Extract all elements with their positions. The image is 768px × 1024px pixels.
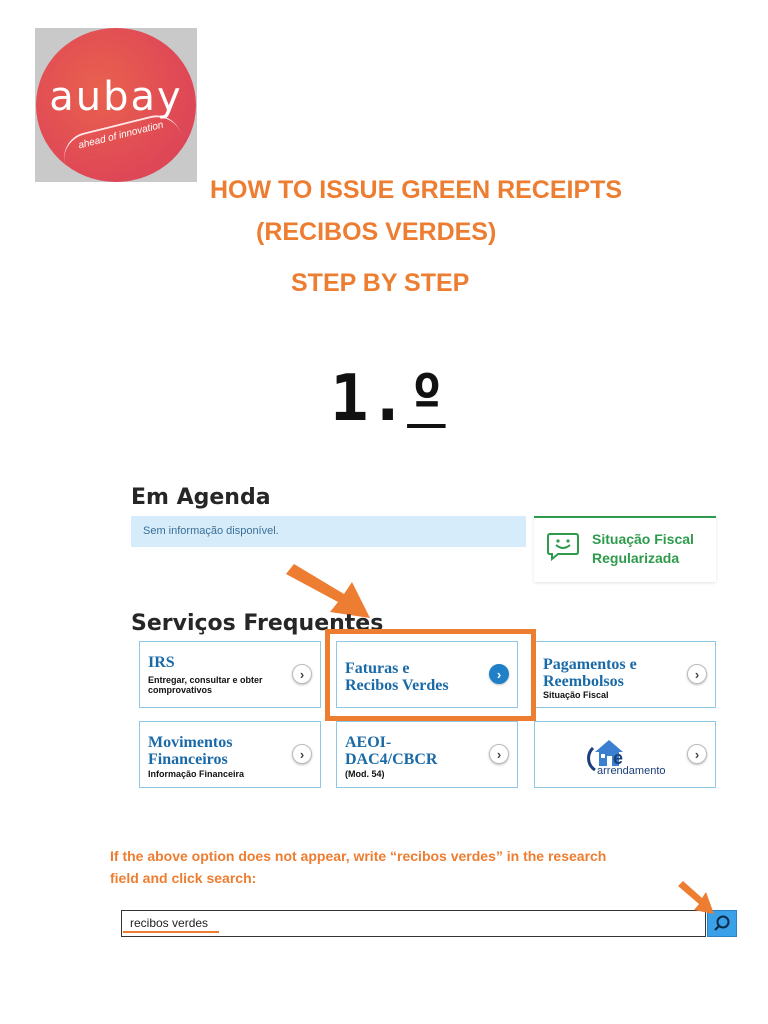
fiscal-line1: Situação Fiscal: [592, 531, 694, 547]
search-input[interactable]: [121, 910, 706, 937]
logo-word: aubay: [49, 74, 183, 120]
chevron-right-icon[interactable]: ›: [489, 744, 509, 764]
title-line1: HOW TO ISSUE GREEN RECEIPTS: [210, 176, 623, 204]
step-number-digit: 1.: [330, 362, 408, 436]
service-card-aeoi-dac4-cbcr[interactable]: [336, 721, 518, 788]
fiscal-status-text: [592, 530, 712, 568]
fiscal-status-panel[interactable]: [534, 516, 716, 582]
instruction-line2: field and click search:: [110, 870, 257, 886]
search-underline: [123, 931, 219, 933]
step-number: [330, 362, 446, 436]
smile-icon: [546, 531, 580, 561]
title-line2: (RECIBOS VERDES): [256, 218, 497, 246]
aubay-logo: [35, 28, 197, 182]
title-line3: STEP BY STEP: [291, 269, 470, 297]
chevron-right-icon[interactable]: ›: [292, 744, 312, 764]
card-sub: Situação Fiscal: [543, 690, 609, 700]
card-sub: comprovativos: [148, 685, 213, 695]
card-title-line2: Reembolsos: [543, 673, 624, 690]
arrow-icon: [676, 880, 716, 916]
card-title-line1: Movimentos: [148, 734, 233, 751]
card-title-line1: Pagamentos e: [543, 656, 637, 673]
card-title-line2: Recibos Verdes: [345, 677, 449, 694]
card-title: [345, 734, 437, 768]
agenda-heading: Em Agenda: [131, 485, 271, 510]
highlight-box: [325, 629, 536, 721]
card-sub: Informação Financeira: [148, 769, 245, 779]
card-sub: (Mod. 54): [345, 769, 385, 779]
arrendamento-word: arrendamento: [597, 765, 666, 777]
card-title-line2: DAC4/CBCR: [345, 751, 438, 768]
e-arrendamento-logo: [585, 736, 675, 776]
service-card-e-arrendamento[interactable]: [534, 721, 716, 788]
instruction-text: [110, 845, 670, 889]
card-title-line2: Financeiros: [148, 751, 228, 768]
logo-circle: [36, 28, 196, 182]
chevron-right-icon[interactable]: ›: [489, 664, 509, 684]
step-ordinal: º: [407, 362, 446, 436]
fiscal-line2: Regularizada: [592, 550, 680, 566]
card-sub: Entregar, consultar e obter: [148, 675, 263, 685]
service-card-irs[interactable]: [139, 641, 321, 708]
card-title: IRS: [148, 654, 175, 671]
instruction-line1: If the above option does not appear, write “recibos verdes” in the research: [110, 848, 607, 864]
logo-tagline: ahead of innovation: [77, 119, 165, 152]
service-card-movimentos-financeiros[interactable]: [139, 721, 321, 788]
service-card-pagamentos-reembolsos[interactable]: [534, 641, 716, 708]
chevron-right-icon[interactable]: ›: [687, 744, 707, 764]
services-heading: Serviços Frequentes: [131, 611, 384, 636]
e-letter: e: [613, 748, 624, 768]
card-title: [543, 656, 637, 690]
search-input-value: recibos verdes: [130, 916, 209, 930]
chevron-right-icon[interactable]: ›: [687, 664, 707, 684]
agenda-info-bar: Sem informação disponível.: [131, 516, 526, 547]
card-title-line1: AEOI-: [345, 734, 392, 751]
chevron-right-icon[interactable]: ›: [292, 664, 312, 684]
card-title: [148, 734, 232, 768]
card-title-line1: Faturas e: [345, 660, 410, 677]
